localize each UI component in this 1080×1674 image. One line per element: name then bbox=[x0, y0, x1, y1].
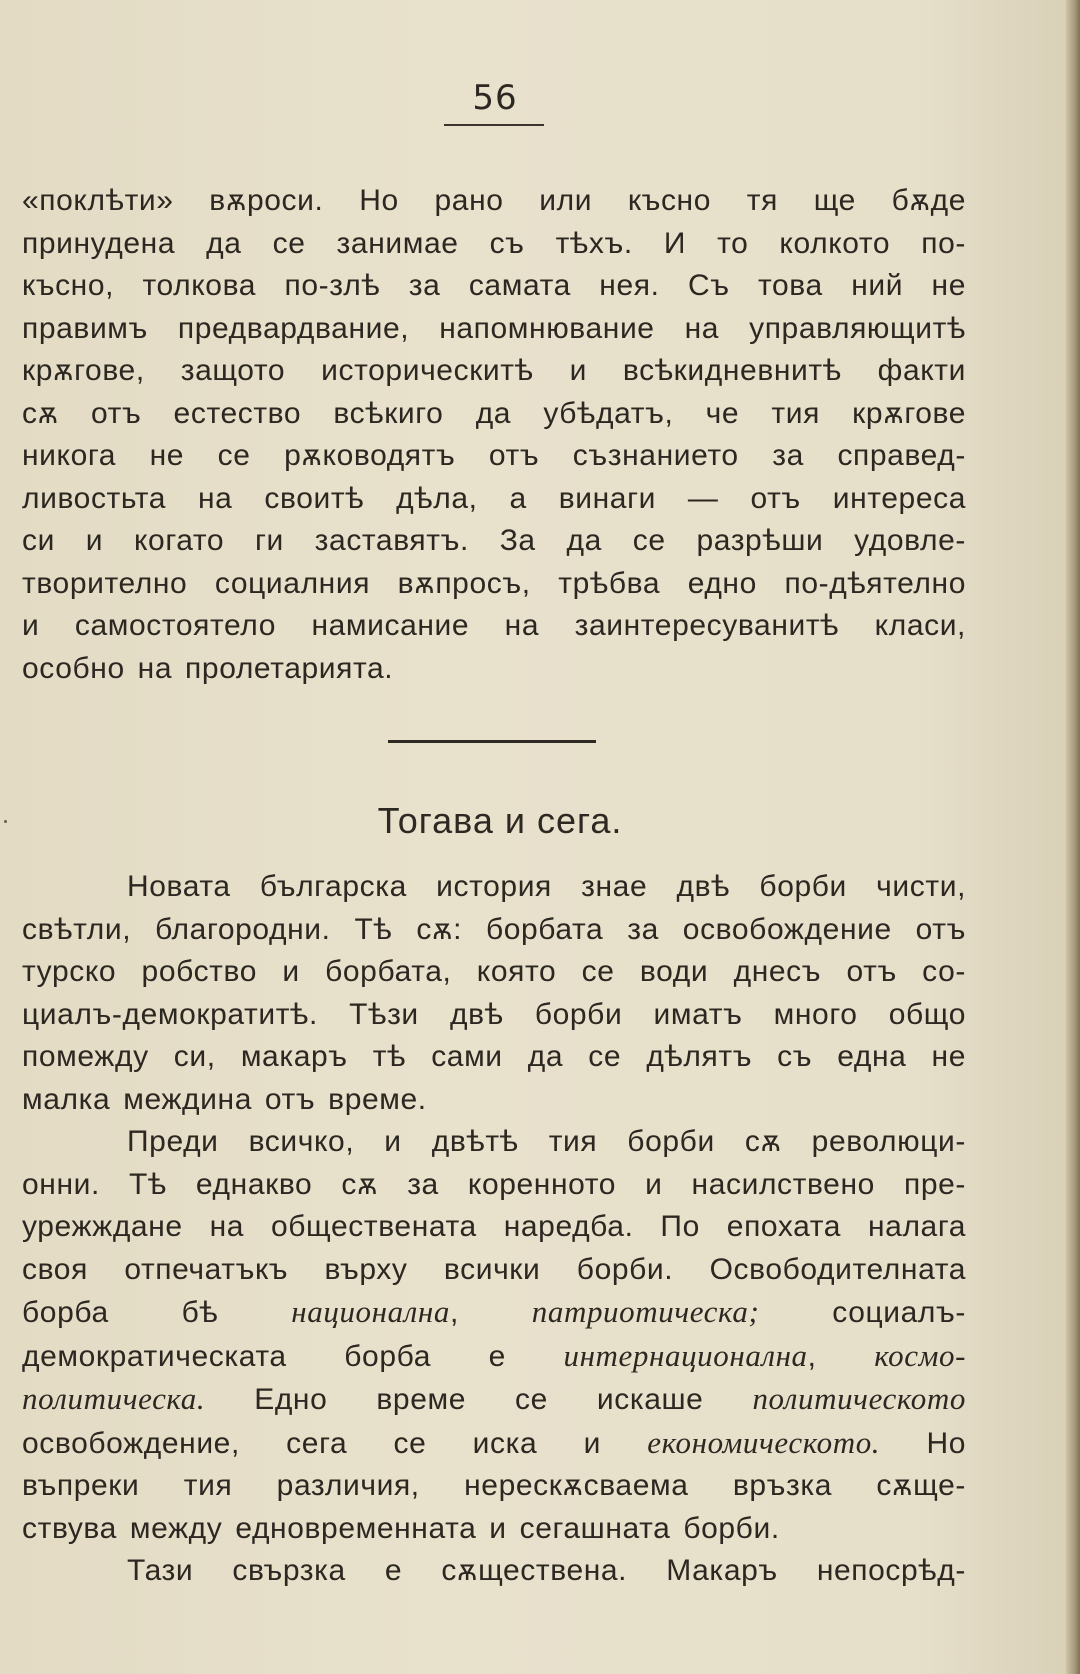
text-line: помежду си, макаръ тѣ сами да се дѣлятъ съ една не bbox=[22, 1040, 966, 1073]
paragraph-2 bbox=[22, 1121, 966, 1550]
text-line: си и когато ги заставятъ. За да се разрѣши удовле- bbox=[22, 524, 966, 557]
text-line: свѣтли, благородни. Тѣ сѫ: борбата за освобождение отъ bbox=[22, 912, 966, 946]
text-line: ствува между едновременната и сегашната борби. bbox=[22, 1511, 780, 1545]
text-line bbox=[22, 1335, 966, 1379]
page-edge-shadow bbox=[1066, 0, 1080, 1674]
text-line: «поклѣти» вѫроси. Но рано или късно тя ще бѫде bbox=[22, 184, 966, 217]
text-line: онни. Тѣ еднакво сѫ за коренното и насилствено пре- bbox=[22, 1167, 966, 1201]
italic-run: политическото bbox=[752, 1381, 966, 1416]
paragraph-1 bbox=[22, 866, 966, 1121]
text-line bbox=[22, 1422, 966, 1466]
italic-run: економическото. bbox=[647, 1424, 881, 1460]
text-line: урежждане на обществената наредба. По епохата налага bbox=[22, 1210, 966, 1243]
text-run: Едно време се искаше bbox=[205, 1383, 753, 1416]
text-line: сѫ отъ естество всѣкиго да убѣдатъ, че тия крѫгове bbox=[22, 396, 966, 430]
text-block-continuation bbox=[22, 180, 966, 690]
text-line: и самостоятело намисание на заинтересуванитѣ класи, bbox=[22, 609, 966, 642]
italic-run: космо- bbox=[874, 1337, 966, 1373]
text-line: творително социалния вѫпросъ, трѣбва едно по-дѣятелно bbox=[22, 566, 966, 600]
page-number: 56 bbox=[472, 78, 518, 118]
text-line: Преди всичко, и двѣтѣ тия борби сѫ революци- bbox=[127, 1125, 966, 1158]
paragraph-continuation bbox=[22, 180, 966, 690]
paragraph-3 bbox=[22, 1550, 966, 1593]
section-divider bbox=[388, 740, 596, 743]
text-line: турско робство и борбата, която се води днесъ отъ со- bbox=[22, 955, 966, 988]
text-run: освобождение, сега се иска и bbox=[22, 1426, 648, 1460]
section-title: Тогава и сега. bbox=[377, 800, 623, 841]
text-run: борба бѣ bbox=[22, 1296, 292, 1329]
italic-run: политическа. bbox=[22, 1381, 206, 1416]
text-run: социалъ- bbox=[759, 1296, 966, 1329]
text-line: малка междина отъ време. bbox=[22, 1082, 427, 1116]
text-line: въпреки тия различия, нерескѫсваема връзка сѫще- bbox=[22, 1469, 966, 1502]
text-run: , bbox=[449, 1296, 532, 1329]
text-line: крѫгове, защото историческитѣ и всѣкидневнитѣ факти bbox=[22, 354, 966, 387]
text-run: Но bbox=[880, 1426, 966, 1460]
text-line: циалъ-демократитѣ. Тѣзи двѣ борби иматъ много общо bbox=[22, 997, 966, 1031]
text-line: своя отпечатъкъ върху всички борби. Освободителната bbox=[22, 1252, 966, 1286]
text-line: Новата българска история знае двѣ борби чисти, bbox=[127, 870, 966, 903]
text-line bbox=[22, 1291, 966, 1335]
page-number-underline bbox=[444, 124, 544, 126]
text-line: особно на пролетарията. bbox=[22, 651, 394, 685]
section-body bbox=[22, 866, 966, 1593]
italic-run: интернационална bbox=[563, 1337, 808, 1373]
text-line: Тази свързка е сѫществена. Макаръ непосрѣд- bbox=[127, 1554, 966, 1587]
italic-run: национална bbox=[291, 1294, 450, 1329]
text-line: ливостьта на своитѣ дѣла, а винаги — отъ интереса bbox=[22, 481, 966, 515]
text-run: демократическата борба е bbox=[22, 1339, 564, 1373]
text-line: принудена да се занимае съ тѣхъ. И то колкото по- bbox=[22, 226, 966, 260]
text-line bbox=[22, 1378, 966, 1422]
text-run: , bbox=[807, 1339, 875, 1373]
italic-run: патриотическа; bbox=[531, 1294, 760, 1329]
text-line: никога не се рѫководятъ отъ съзнанието за справед- bbox=[22, 439, 966, 472]
text-line: правимъ предвардвание, напомнювание на управляющитѣ bbox=[22, 311, 966, 345]
text-line: късно, толкова по-злѣ за самата нея. Съ това ний не bbox=[22, 269, 966, 302]
